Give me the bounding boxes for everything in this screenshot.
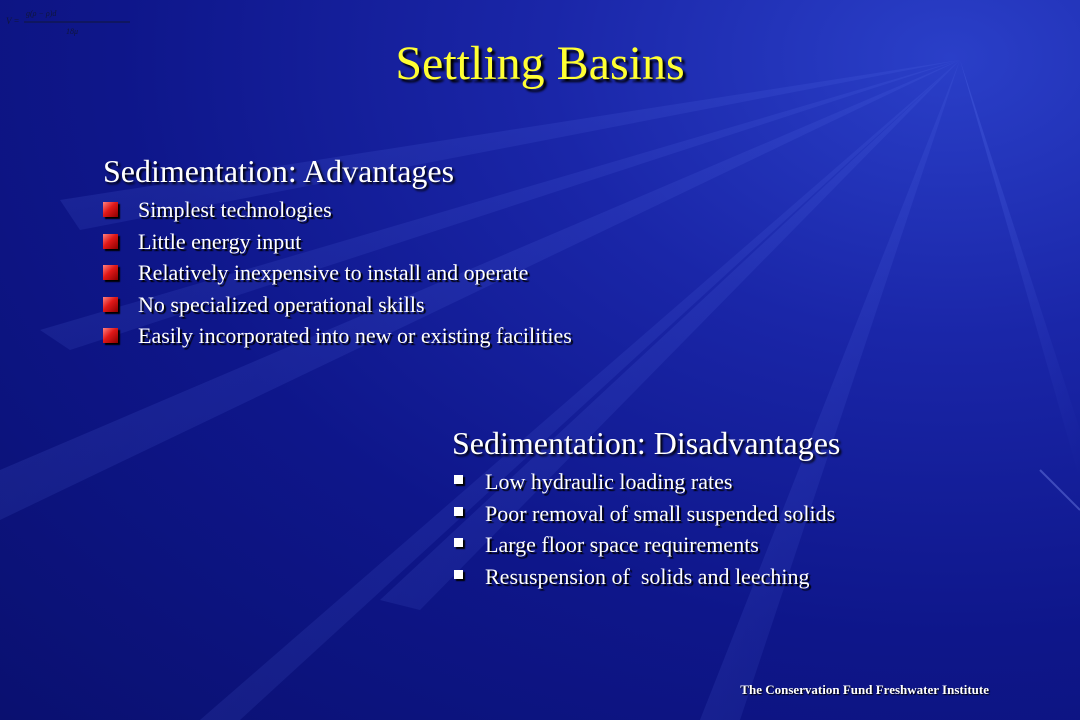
advantage-text: Relatively inexpensive to install and operate [138, 260, 529, 285]
svg-text:=: = [14, 16, 20, 26]
advantage-item [103, 226, 572, 258]
white-square-bullet-icon [454, 570, 463, 579]
disadvantage-text: Poor removal of small suspended solids [485, 500, 836, 526]
red-square-bullet-icon [103, 328, 118, 343]
advantages-section [103, 152, 572, 352]
advantage-item [103, 194, 572, 226]
disadvantage-item [452, 529, 840, 561]
disadvantage-text: Large floor space requirements [485, 532, 759, 557]
advantage-text: Simplest technologies [138, 197, 332, 222]
disadvantage-item [452, 561, 840, 593]
red-square-bullet-icon [103, 202, 118, 217]
white-square-bullet-icon [454, 475, 463, 484]
disadvantages-section [452, 424, 840, 592]
advantages-list [103, 194, 572, 352]
svg-text:g(ρ − ρ)d: g(ρ − ρ)d [26, 9, 57, 18]
advantage-item [103, 289, 572, 321]
red-square-bullet-icon [103, 297, 118, 312]
disadvantage-text: Low hydraulic loading rates [485, 469, 733, 494]
disadvantage-item [452, 498, 840, 530]
disadvantage-text: Resuspension of solids and leeching [485, 563, 810, 589]
svg-text:18μ: 18μ [66, 27, 79, 36]
advantage-text: Easily incorporated into new or existing facilities [138, 323, 572, 348]
advantage-item [103, 257, 572, 289]
disadvantages-list [452, 466, 840, 592]
white-square-bullet-icon [454, 507, 463, 516]
advantage-item [103, 320, 572, 352]
red-square-bullet-icon [103, 265, 118, 280]
disadvantage-item [452, 466, 840, 498]
svg-text:V: V [6, 16, 12, 26]
white-square-bullet-icon [454, 538, 463, 547]
disadvantages-heading: Sedimentation: Disadvantages [452, 425, 841, 461]
red-square-bullet-icon [103, 234, 118, 249]
advantage-text: Little energy input [138, 228, 302, 254]
advantage-text: No specialized operational skills [138, 291, 425, 317]
advantages-heading: Sedimentation: Advantages [103, 153, 455, 189]
slide-title: Settling Basins [395, 37, 685, 90]
footer-credit: The Conservation Fund Freshwater Institute [740, 682, 989, 697]
